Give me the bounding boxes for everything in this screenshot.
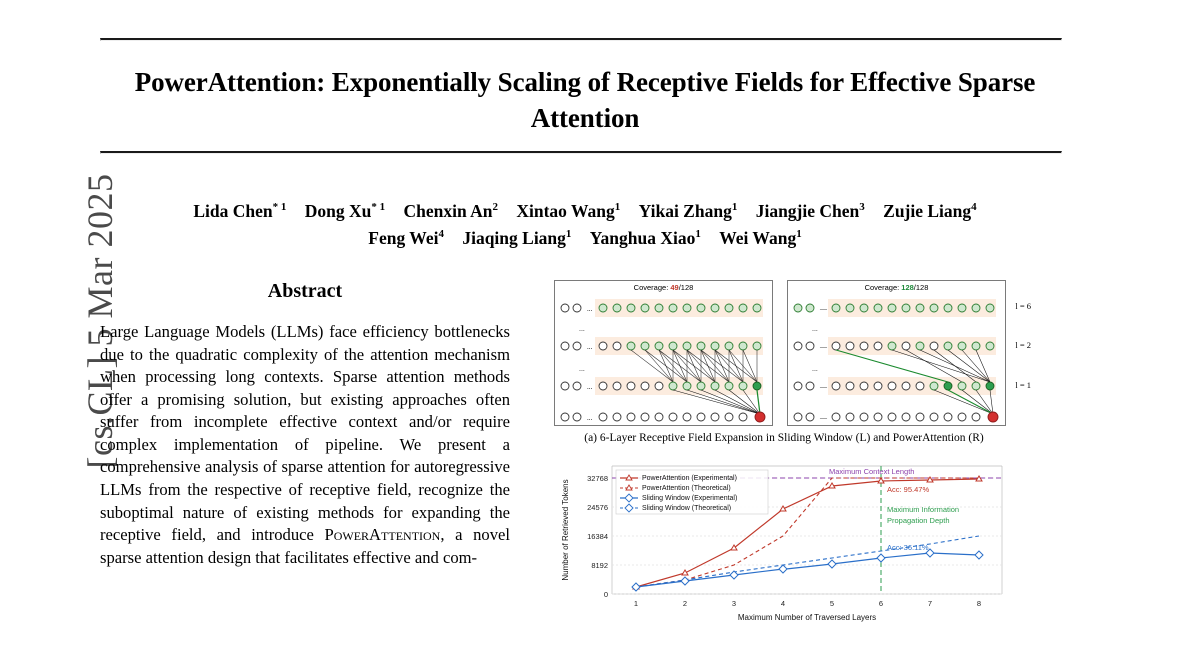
- coverage-label-left: Coverage: 49/128: [633, 283, 694, 293]
- svg-text:—: —: [820, 414, 827, 423]
- svg-text:Sliding Window (Experimental): Sliding Window (Experimental): [642, 495, 738, 503]
- svg-text:8: 8: [976, 599, 982, 609]
- author: Lida Chen$^{* 1}$: [193, 200, 287, 221]
- powerattention-svg: [788, 293, 1003, 425]
- svg-text:32768: 32768: [587, 474, 608, 484]
- abstract-text: [100, 321, 510, 569]
- author-affiliation-mark: 1: [695, 228, 701, 241]
- author: Xintao Wang$^1$: [516, 200, 621, 221]
- abstract-part-2: , a novel sparse attention design that facilitates effective and com-: [100, 525, 510, 567]
- author-affiliation-mark: * 1: [371, 200, 386, 213]
- title-rule-bottom: [100, 151, 1062, 154]
- author-affiliation-mark: 1: [731, 200, 738, 213]
- author: Jiangjie Chen$^3$: [755, 200, 865, 221]
- svg-text:...: ...: [579, 326, 585, 334]
- coverage-label-right: Coverage: 128/128: [864, 283, 929, 293]
- svg-text:Maximum Number of Traversed La: Maximum Number of Traversed Layers: [737, 613, 877, 623]
- svg-text:7: 7: [927, 599, 933, 609]
- svg-text:24576: 24576: [587, 503, 608, 513]
- author: Chenxin An$^2$: [403, 200, 498, 221]
- svg-text:5: 5: [829, 599, 835, 609]
- svg-text:Propagation Depth: Propagation Depth: [887, 516, 950, 526]
- abstract-heading: Abstract: [267, 280, 343, 303]
- svg-text:4: 4: [780, 599, 786, 609]
- svg-text:1: 1: [633, 599, 639, 609]
- author-list: [100, 198, 1070, 252]
- svg-text:8192: 8192: [591, 561, 608, 571]
- retrieved-tokens-chart: [554, 454, 1012, 626]
- svg-text:Number of Retrieved Tokens: Number of Retrieved Tokens: [561, 479, 570, 581]
- author-affiliation-mark: 4: [971, 200, 977, 213]
- svg-text:—: —: [820, 305, 827, 314]
- author-affiliation-mark: 2: [492, 200, 498, 213]
- svg-text:...: ...: [587, 383, 593, 392]
- page-title: PowerAttention: Exponentially Scaling of Receptive Fields for Effective Sparse Attention: [134, 67, 1036, 133]
- author: Jiaqing Liang$^1$: [462, 227, 572, 248]
- svg-text:...: ...: [587, 343, 593, 352]
- author-affiliation-mark: 4: [438, 228, 444, 241]
- author-affiliation-mark: 1: [614, 200, 621, 213]
- svg-text:16384: 16384: [587, 532, 608, 542]
- svg-text:PowerAttention (Theoretical): PowerAttention (Theoretical): [642, 485, 731, 493]
- svg-text:Maximum Information: Maximum Information: [887, 505, 960, 515]
- arxiv-stamp: [cs.CL] 5 Mar 2025: [80, 173, 120, 469]
- author: Feng Wei$^4$: [368, 227, 444, 248]
- svg-text:...: ...: [812, 326, 818, 334]
- author-affiliation-mark: 1: [565, 228, 572, 241]
- figure-column: [544, 280, 1044, 626]
- svg-text:2: 2: [682, 599, 688, 609]
- author-line-1: [100, 198, 1070, 225]
- title-rule-top: [100, 38, 1062, 41]
- author: Yikai Zhang$^1$: [638, 200, 738, 221]
- layer-label-1: l = 1: [1015, 380, 1031, 391]
- author-affiliation-mark: 3: [859, 200, 865, 213]
- author-affiliation-mark: 1: [796, 228, 802, 241]
- abstract-smallcaps-term: PowerAttention: [324, 525, 441, 545]
- svg-text:...: ...: [812, 366, 818, 374]
- sliding-window-diagram: [554, 280, 773, 426]
- svg-text:Maximum Context Length: Maximum Context Length: [829, 467, 915, 477]
- author-line-2: [100, 225, 1070, 252]
- svg-text:Acc: 36.11%: Acc: 36.11%: [887, 543, 929, 553]
- svg-text:...: ...: [587, 305, 593, 314]
- figure-caption-a: (a) 6-Layer Receptive Field Expansion in Sliding Window (L) and PowerAttention (R): [584, 432, 984, 445]
- svg-text:—: —: [820, 383, 827, 392]
- body-columns: [100, 280, 1070, 626]
- svg-text:...: ...: [579, 366, 585, 374]
- figure-1: [554, 280, 1031, 626]
- author-affiliation-mark: * 1: [272, 200, 287, 213]
- layer-label-6: l = 6: [1015, 301, 1031, 312]
- powerattention-diagram: [787, 280, 1031, 426]
- sliding-window-svg: [555, 293, 770, 425]
- paper-page: [100, 0, 1070, 648]
- chart-svg: [554, 454, 1012, 626]
- svg-text:6: 6: [878, 599, 884, 609]
- svg-text:Acc: 95.47%: Acc: 95.47%: [887, 485, 930, 495]
- abstract-column: [100, 280, 510, 626]
- svg-text:—: —: [820, 343, 827, 352]
- svg-text:...: ...: [587, 414, 593, 423]
- layer-label-2: l = 2: [1015, 340, 1031, 351]
- svg-text:PowerAttention (Experimental): PowerAttention (Experimental): [642, 475, 737, 483]
- author: Yanghua Xiao$^1$: [589, 227, 701, 248]
- svg-text:Sliding Window (Theoretical): Sliding Window (Theoretical): [642, 505, 732, 513]
- author: Wei Wang$^1$: [719, 227, 802, 248]
- abstract-part-1: Large Language Models (LLMs) face efficiency bottlenecks due to the quadratic complexity of the attention mechanism when processing long contexts. Sparse attention methods offer a promising solution, but existing approaches often suffer from incomplete effective context and/or require complex implementation of pipeline. We present a comprehensive analysis of sparse attention for autoregressive LLMs from the respective of receptive field, recognize the suboptimal nature of existing methods for expanding the receptive field, and introduce: [100, 322, 510, 545]
- author: Zujie Liang$^4$: [883, 200, 977, 221]
- coverage-value-left: 49: [670, 283, 679, 293]
- author: Dong Xu$^{* 1}$: [304, 200, 386, 221]
- coverage-value-right: 128: [901, 283, 914, 293]
- figure-panel-a: [554, 280, 1031, 426]
- svg-text:0: 0: [603, 590, 608, 600]
- svg-text:3: 3: [731, 599, 737, 609]
